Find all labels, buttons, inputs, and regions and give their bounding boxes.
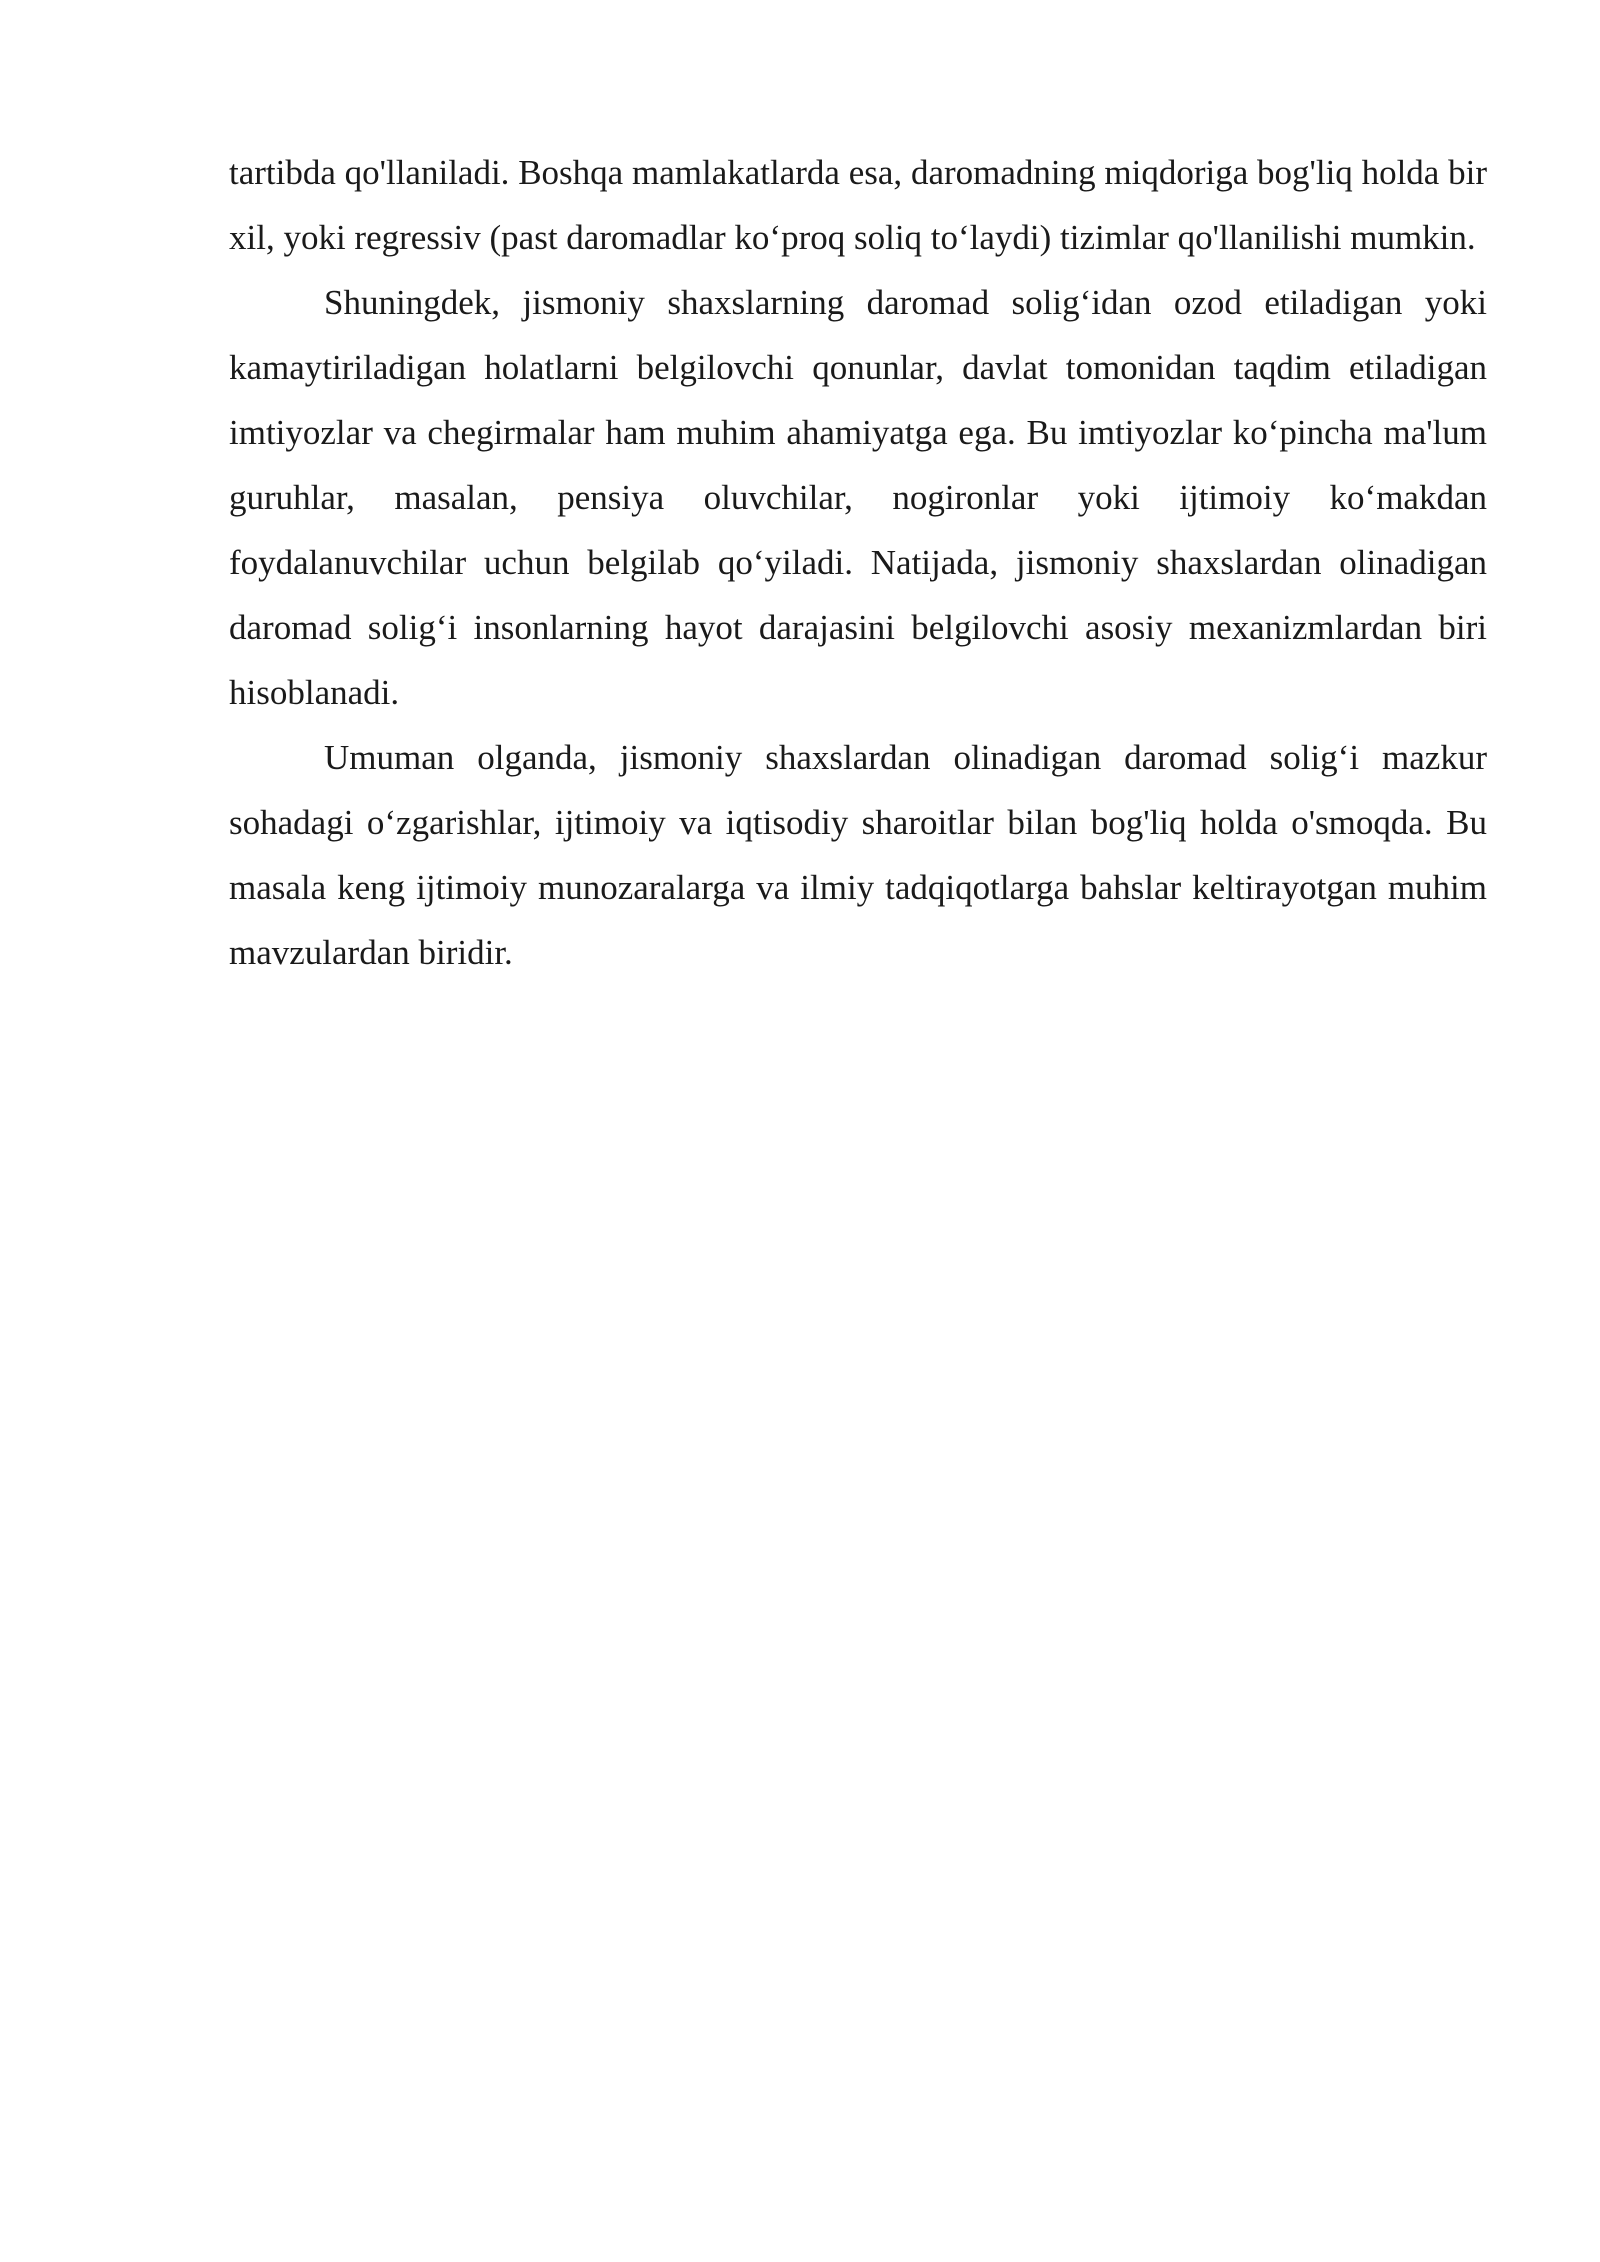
paragraph-tax-exemptions: Shuningdek, jismoniy shaxslarning daromad solig‘idan ozod etiladigan yoki kamaytiriladigan holatlarni belgilovchi qonunlar, davlat tomonidan taqdim etiladigan imtiyozlar va chegirmalar ham muhim ahamiyatga ega. Bu imtiyozlar ko‘pincha ma'lum guruhlar, masalan, pensiya oluvchilar, nogironlar yoki ijtimoiy ko‘makdan foydalanuvchilar uchun belgilab qo‘yiladi. Natijada, jismoniy shaxslardan olinadigan daromad solig‘i insonlarning hayot darajasini belgilovchi asosiy mexanizmlardan biri hisoblanadi. — [229, 283, 1487, 712]
paragraph-conclusion: Umuman olganda, jismoniy shaxslardan olinadigan daromad solig‘i mazkur sohadagi o‘zgarishlar, ijtimoiy va iqtisodiy sharoitlar bilan bog'liq holda o'smoqda. Bu masala keng ijtimoiy munozaralarga va ilmiy tadqiqotlarga bahslar keltirayotgan muhim mavzulardan biridir. — [229, 738, 1487, 972]
body-text — [229, 140, 1487, 985]
paragraph-continuation: tartibda qo'llaniladi. Boshqa mamlakatlarda esa, daromadning miqdoriga bog'liq holda bir xil, yoki regressiv (past daromadlar ko‘proq soliq to‘laydi) tizimlar qo'llanilishi mumkin. — [229, 153, 1487, 257]
